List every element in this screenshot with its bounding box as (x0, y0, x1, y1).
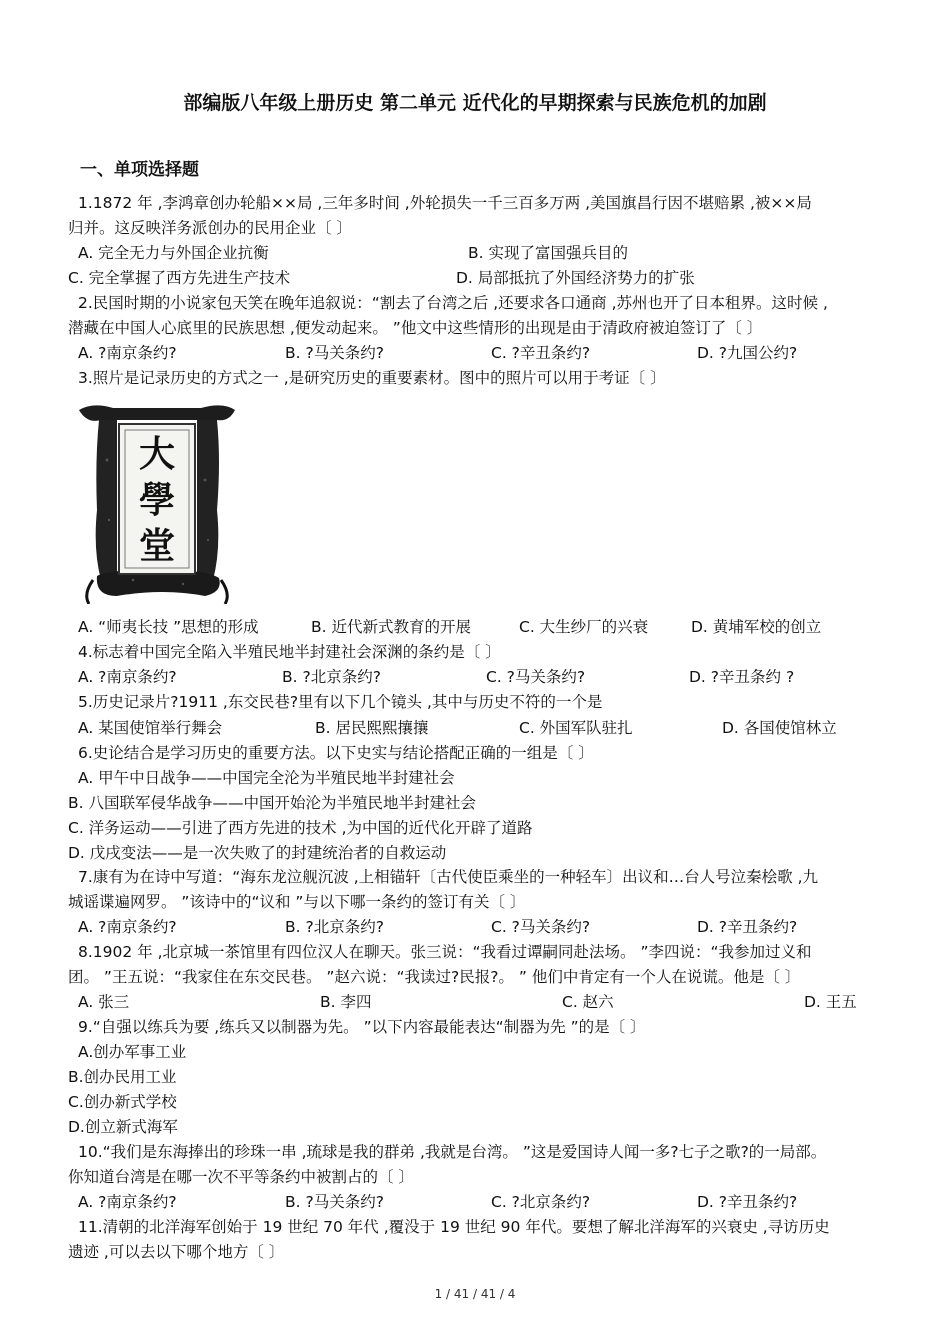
question-3-line-1: 3.照片是记录历史的方式之一 ,是研究历史的重要素材。图中的照片可以用于考证〔 〕 (78, 369, 666, 387)
question-7-option-c: C. ?马关条约? (491, 918, 591, 936)
question-10-option-b: B. ?马关条约? (285, 1193, 384, 1211)
question-4-option-a: A. ?南京条约? (78, 668, 177, 686)
question-5-option-a: A. 某国使馆举行舞会 (78, 719, 223, 737)
question-2-option-a: A. ?南京条约? (78, 344, 177, 362)
question-11-line-2: 遗迹 ,可以去以下哪个地方〔 〕 (68, 1243, 285, 1261)
question-10-option-d: D. ?辛丑条约? (697, 1193, 798, 1211)
question-6-option-b: B. 八国联军侵华战争——中国开始沦为半殖民地半封建社会 (68, 794, 476, 812)
question-5-option-c: C. 外国军队驻扎 (519, 719, 633, 737)
question-1-line-1: 1.1872 年 ,李鸿章创办轮船××局 ,三年多时间 ,外轮损失一千三百多万两 ,美国旗昌行因不堪赔累 ,被××局 (78, 194, 812, 212)
plaque-char-3: 堂 (138, 525, 176, 567)
question-3-option-b: B. 近代新式教育的开展 (311, 618, 471, 636)
plaque-char-1: 大 (138, 433, 176, 475)
question-4-option-c: C. ?马关条约? (486, 668, 586, 686)
question-8-line-1: 8.1902 年 ,北京城一茶馆里有四位汉人在聊天。张三说：“我看过谭嗣同赴法场。 ”李四说：“我参加过义和 (78, 943, 812, 961)
question-2-option-c: C. ?辛丑条约? (491, 344, 591, 362)
question-5-option-b: B. 居民熙熙攘攘 (315, 719, 429, 737)
question-9-option-a: A.创办军事工业 (78, 1043, 187, 1061)
question-6-option-c: C. 洋务运动——引进了西方先进的技术 ,为中国的近代化开辟了道路 (68, 819, 533, 837)
question-1-line-2: 归并。这反映洋务派创办的民用企业〔 〕 (68, 219, 352, 237)
question-1-option-d: D. 局部抵抗了外国经济势力的扩张 (456, 269, 695, 287)
page-footer: 1 / 41 / 41 / 4 (434, 1287, 516, 1301)
question-2-line-2: 潜藏在中国人心底里的民族思想 ,便发动起来。 ”他文中这些情形的出现是由于清政府被迫签订了〔 〕 (68, 319, 763, 337)
question-4-option-b: B. ?北京条约? (282, 668, 381, 686)
section-heading: 一、单项选择题 (80, 160, 199, 180)
question-9-line-1: 9.“自强以练兵为要 ,练兵又以制器为先。 ”以下内容最能表达“制器为先 ”的是〔 〕 (78, 1018, 646, 1036)
question-1-option-c: C. 完全掌握了西方先进生产技术 (68, 269, 291, 287)
daxuetang-plaque-photo (73, 400, 241, 604)
question-8-option-a: A. 张三 (78, 993, 130, 1011)
question-7-option-a: A. ?南京条约? (78, 918, 177, 936)
question-10-line-2: 你知道台湾是在哪一次不平等条约中被割占的〔 〕 (68, 1168, 414, 1186)
question-6-option-a: A. 甲午中日战争——中国完全沦为半殖民地半封建社会 (78, 769, 455, 787)
question-9-option-c: C.创办新式学校 (68, 1093, 177, 1111)
question-9-option-d: D.创立新式海军 (68, 1118, 178, 1136)
question-3-option-c: C. 大生纱厂的兴衰 (519, 618, 649, 636)
question-5-line-1: 5.历史记录片?1911 ,东交民巷?里有以下几个镜头 ,其中与历史不符的一个是 (78, 693, 603, 711)
question-10-option-c: C. ?北京条约? (491, 1193, 591, 1211)
question-1-option-a: A. 完全无力与外国企业抗衡 (78, 244, 269, 262)
question-3-option-a: A. “师夷长技 ”思想的形成 (78, 618, 259, 636)
question-7-line-2: 城谣谍遍网罗。 ”该诗中的“议和 ”与以下哪一条约的签订有关〔 〕 (68, 893, 526, 911)
question-3-option-d: D. 黄埔军校的创立 (691, 618, 822, 636)
question-8-line-2: 团。 ”王五说：“我家住在东交民巷。 ”赵六说：“我读过?民报?。 ” 他们中肯定有一个人在说谎。他是〔 〕 (68, 968, 801, 986)
question-2-line-1: 2.民国时期的小说家包天笑在晚年追叙说：“割去了台湾之后 ,还要求各口通商 ,苏州也开了日本租界。这时候 , (78, 294, 828, 312)
question-4-option-d: D. ?辛丑条约 ? (689, 668, 795, 686)
question-2-option-d: D. ?九国公约? (697, 344, 798, 362)
question-2-option-b: B. ?马关条约? (285, 344, 384, 362)
question-8-option-b: B. 李四 (320, 993, 372, 1011)
question-6-option-d: D. 戊戌变法——是一次失败了的封建统治者的自救运动 (68, 844, 447, 862)
question-11-line-1: 11.清朝的北洋海军创始于 19 世纪 70 年代 ,覆没于 19 世纪 90 年代。要想了解北洋海军的兴衰史 ,寻访历史 (78, 1218, 830, 1236)
question-8-option-d: D. 王五 (804, 993, 857, 1011)
question-8-option-c: C. 赵六 (562, 993, 614, 1011)
question-5-option-d: D. 各国使馆林立 (722, 719, 837, 737)
page-title: 部编版八年级上册历史 第二单元 近代化的早期探索与民族危机的加剧 (183, 92, 767, 114)
question-7-line-1: 7.康有为在诗中写道：“海东龙泣舰沉波 ,上相锚轩〔古代使臣乘坐的一种轻车〕出议和…台人号泣秦桧歌 ,九 (78, 868, 819, 886)
question-7-option-d: D. ?辛丑条约? (697, 918, 798, 936)
question-10-line-1: 10.“我们是东海捧出的珍珠一串 ,琉球是我的群弟 ,我就是台湾。 ”这是爱国诗人闻一多?七子之歌?的一局部。 (78, 1143, 827, 1161)
question-4-line-1: 4.标志着中国完全陷入半殖民地半封建社会深渊的条约是〔 〕 (78, 643, 501, 661)
question-7-option-b: B. ?北京条约? (285, 918, 384, 936)
question-6-line-1: 6.史论结合是学习历史的重要方法。以下史实与结论搭配正确的一组是〔 〕 (78, 744, 594, 762)
question-9-option-b: B.创办民用工业 (68, 1068, 177, 1086)
question-10-option-a: A. ?南京条约? (78, 1193, 177, 1211)
question-1-option-b: B. 实现了富国强兵目的 (468, 244, 628, 262)
plaque-char-2: 學 (138, 479, 176, 521)
